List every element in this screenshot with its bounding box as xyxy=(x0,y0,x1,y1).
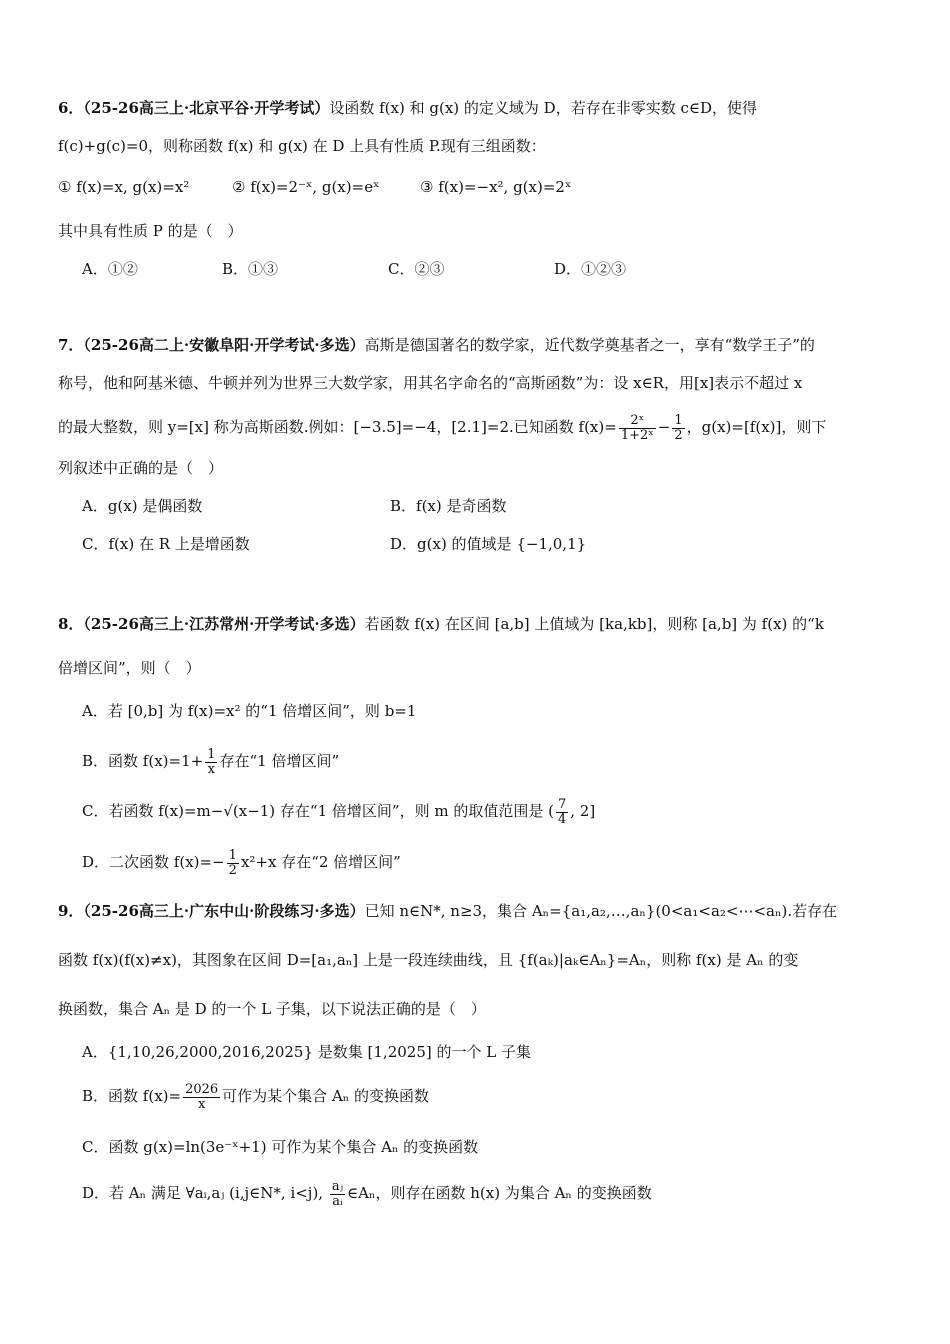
q9-stem-1: 已知 n∈N*, n≥3，集合 Aₙ={a₁,a₂,…,aₙ}(0<a₁<a₂<⋯<aₙ).若存在 xyxy=(364,902,838,920)
q6-option-a[interactable]: A．①② xyxy=(82,260,138,278)
q8-option-c[interactable] xyxy=(82,794,595,828)
q7-option-b[interactable]: B．f(x) 是奇函数 xyxy=(390,497,507,515)
q8-d-den: 2 xyxy=(228,862,237,878)
q8-d-num: 1 xyxy=(228,847,237,863)
q9-line-1 xyxy=(58,900,837,922)
q6-question: 其中具有性质 P 的是（ ） xyxy=(58,222,243,240)
q7-frac1-den: 1+2ˣ xyxy=(620,427,654,443)
q9-option-a[interactable]: A．{1,10,26,2000,2016,2025} 是数集 [1,2025] 的一个 L 子集 xyxy=(82,1043,531,1061)
q6-option-c[interactable]: C．②③ xyxy=(388,260,445,278)
q7-stem-3a: 的最大整数，则 y=[x] 称为高斯函数.例如：[−3.5]=−4，[2.1]=2.已知函数 f(x)= xyxy=(58,418,617,436)
q7-stem-3b: ，g(x)=[f(x)]，则下 xyxy=(686,418,827,436)
q6-line-1 xyxy=(58,97,757,119)
q6-group-1: ① f(x)=x, g(x)=x² xyxy=(58,178,190,196)
q8-option-c-fraction xyxy=(556,798,568,827)
q8-b-den: x xyxy=(207,761,215,777)
q9-stem-2: 函数 f(x)(f(x)≠x)，其图象在区间 D=[a₁,aₙ] 上是一段连续曲线，且 {f(aₖ)|aₖ∈Aₙ}=Aₙ，则称 f(x) 是 Aₙ 的变 xyxy=(58,951,799,969)
q8-option-a[interactable]: A．若 [0,b] 为 f(x)=x² 的“1 倍增区间”，则 b=1 xyxy=(82,702,417,720)
q7-heading: 7．（25-26高二上·安徽阜阳·开学考试·多选） xyxy=(58,336,365,354)
q7-fraction-2 xyxy=(672,414,684,443)
q7-frac2-den: 2 xyxy=(674,427,683,443)
q9-b-den: x xyxy=(197,1096,206,1112)
q7-fraction-1 xyxy=(619,414,656,443)
q9-d-den: aᵢ xyxy=(332,1193,343,1209)
q9-option-b-fraction xyxy=(183,1083,220,1112)
q8-option-d[interactable] xyxy=(82,845,401,879)
q8-c-den: 4 xyxy=(557,811,567,827)
q6-stem-2: f(c)+g(c)=0，则称函数 f(x) 和 g(x) 在 D 上具有性质 P.现有三组函数： xyxy=(58,137,546,155)
q9-stem-3: 换函数，集合 Aₙ 是 D 的一个 L 子集，以下说法正确的是（ ） xyxy=(58,1000,486,1018)
q8-option-c-pre: C．若函数 f(x)=m−√(x−1) 存在“1 倍增区间”，则 m 的取值范围是 ( xyxy=(82,802,554,820)
q9-option-b[interactable] xyxy=(82,1079,429,1113)
q7-frac1-num: 2ˣ xyxy=(619,414,656,429)
q6-stem-1: 设函数 f(x) 和 g(x) 的定义域为 D，若存在非零实数 c∈D，使得 xyxy=(329,99,758,117)
q9-option-b-pre: B．函数 f(x)= xyxy=(82,1087,182,1105)
q7-option-a[interactable]: A．g(x) 是偶函数 xyxy=(82,497,203,515)
q7-option-c[interactable]: C．f(x) 在 R 上是增函数 xyxy=(82,535,250,553)
q8-option-b-pre: B．函数 f(x)=1+ xyxy=(82,752,204,770)
q9-b-num: 2026 xyxy=(185,1081,219,1097)
q7-minus: − xyxy=(657,418,671,436)
q9-option-d[interactable] xyxy=(82,1176,652,1210)
q6-option-b[interactable]: B．①③ xyxy=(222,260,279,278)
q9-option-c[interactable]: C．函数 g(x)=ln(3e⁻ˣ+1) 可作为某个集合 Aₙ 的变换函数 xyxy=(82,1138,479,1156)
q8-line-1 xyxy=(58,613,824,635)
q8-option-c-post: , 2] xyxy=(570,802,596,820)
q6-group-2: ② f(x)=2⁻ˣ, g(x)=eˣ xyxy=(232,178,380,196)
q9-option-b-post: 可作为某个集合 Aₙ 的变换函数 xyxy=(222,1087,430,1105)
q8-stem-1: 若函数 f(x) 在区间 [a,b] 上值域为 [ka,kb]，则称 [a,b] 为 f(x) 的“k xyxy=(364,615,824,633)
q8-option-d-pre: D．二次函数 f(x)=− xyxy=(82,853,225,871)
q6-option-d[interactable]: D．①②③ xyxy=(554,260,627,278)
q8-b-num: 1 xyxy=(207,746,216,762)
q9-option-d-fraction xyxy=(330,1180,345,1209)
q7-stem-2: 称号，他和阿基米德、牛顿并列为世界三大数学家，用其名字命名的“高斯函数”为：设 x∈R，用[x]表示不超过 x xyxy=(58,374,803,392)
q6-group-3: ③ f(x)=−x², g(x)=2ˣ xyxy=(420,178,572,196)
q8-option-d-post: x²+x 存在“2 倍增区间” xyxy=(240,853,401,871)
q8-c-num: 7 xyxy=(557,796,567,812)
q9-option-d-pre: D．若 Aₙ 满足 ∀aᵢ,aⱼ (i,j∈N*, i<j), xyxy=(82,1184,328,1202)
q9-option-d-post: ∈Aₙ，则存在函数 h(x) 为集合 Aₙ 的变换函数 xyxy=(347,1184,652,1202)
q8-stem-2: 倍增区间”，则（ ） xyxy=(58,659,201,677)
q6-heading: 6．（25-26高三上·北京平谷·开学考试） xyxy=(58,99,330,117)
q8-option-b-fraction xyxy=(205,748,217,777)
q7-line-1 xyxy=(58,334,815,356)
q9-d-num: aⱼ xyxy=(331,1178,344,1194)
q7-option-d[interactable]: D．g(x) 的值域是 {−1,0,1} xyxy=(390,535,587,553)
q8-option-d-fraction xyxy=(227,849,239,878)
q8-option-b-post: 存在“1 倍增区间” xyxy=(219,752,340,770)
q8-heading: 8．（25-26高三上·江苏常州·开学考试·多选） xyxy=(58,615,365,633)
q7-stem-1: 高斯是德国著名的数学家，近代数学奠基者之一，享有“数学王子”的 xyxy=(364,336,815,354)
q8-option-b[interactable] xyxy=(82,744,339,778)
q7-stem-4: 列叙述中正确的是（ ） xyxy=(58,459,224,477)
q7-frac2-num: 1 xyxy=(674,412,683,428)
q7-line-3 xyxy=(58,410,826,444)
q9-heading: 9．（25-26高三上·广东中山·阶段练习·多选） xyxy=(58,902,365,920)
